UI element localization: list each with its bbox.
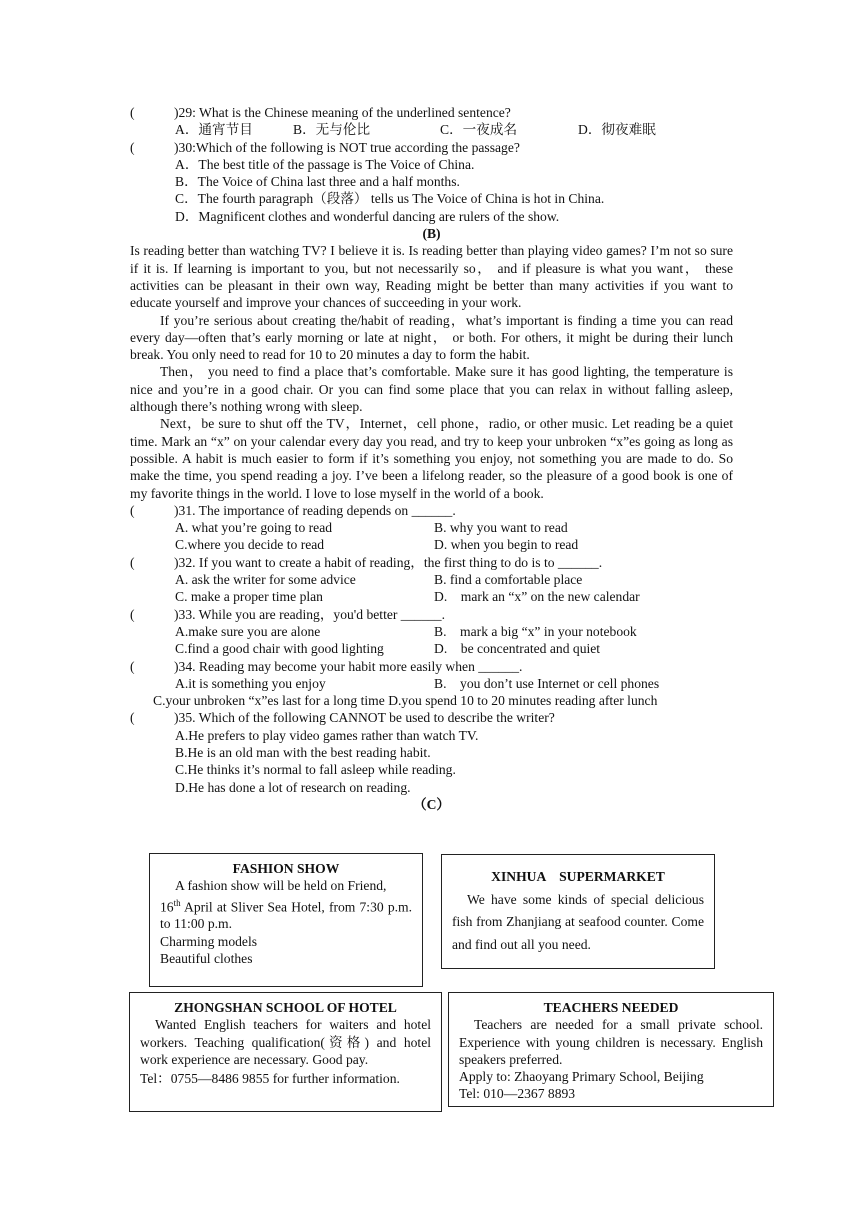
ad-date-line [160, 895, 412, 933]
section-c-heading: （C） [412, 796, 450, 812]
question-34-options-row-2: C.your unbroken “x”es last for a long time D.you spend 10 to 20 minutes reading after lunch [153, 693, 658, 709]
question-text: )32. If you want to create a habit of reading，the first thing to do is to ______. [174, 554, 603, 570]
answer-paren: ( [130, 502, 135, 518]
question-33 [130, 606, 733, 623]
option-a: A.He prefers to play video games rather than watch TV. [175, 727, 479, 743]
option-a: A. what you’re going to read [175, 520, 333, 536]
option-d: D. mark an “x” on the new calendar [434, 589, 640, 605]
answer-paren: ( [130, 105, 135, 120]
option-c: C.find a good chair with good lighting [175, 641, 384, 657]
section-b-heading: (B) [422, 226, 441, 242]
fashion-show-ad [149, 853, 423, 987]
ad-tel: Tel: 010—2367 8893 [459, 1086, 576, 1102]
option-b: B. mark a big “x” in your notebook [434, 623, 637, 639]
option-c: C．The fourth paragraph（段落） tells us The Voice of China is hot in China. [175, 191, 605, 207]
ad-date-suffix: th [173, 897, 181, 908]
ad-body: Wanted English teachers for waiters and hotel workers. Teaching qualification(资格) and hotel work experience are necessary. Good pay. [140, 1017, 431, 1067]
option-b: B. you don’t use Internet or cell phones [434, 675, 660, 691]
option-a: A.make sure you are alone [175, 623, 321, 639]
question-32-options-row-2 [130, 588, 733, 605]
ad-date-day: 16 [160, 899, 174, 915]
option-d: D.He has done a lot of research on reading. [175, 779, 411, 795]
question-33-options-row-1 [130, 623, 733, 640]
answer-paren: ( [130, 710, 135, 726]
passage-paragraph-1: Is reading better than watching TV? I believe it is. Is reading better than playing video games? I’m not so sure if it is. If learning is important to you, but not necessarily so， and if pleasure is what you want， these activities can be pleasant in their own way, Reading might be better than many activities if you want to educate yourself and improve your chances of succeeding in your work. [130, 243, 733, 311]
question-text: )34. Reading may become your habit more easily when ______. [174, 658, 523, 674]
option-c: C. make a proper time plan [175, 589, 323, 605]
ad-tel: Tel：0755—8486 9855 for further information. [140, 1071, 400, 1087]
question-text: )29: What is the Chinese meaning of the underlined sentence? [174, 105, 511, 120]
question-29-options [130, 121, 733, 138]
option-c: C．一夜成名 [440, 122, 518, 138]
ad-date-rest: April at Sliver Sea Hotel, from 7:30 p.m. to 11:00 p.m. [160, 899, 412, 932]
question-32 [130, 554, 733, 571]
option-c: C.where you decide to read [175, 537, 325, 553]
option-b: B. why you want to read [434, 520, 568, 536]
option-d: D. be concentrated and quiet [434, 641, 601, 657]
ad-title: TEACHERS NEEDED [543, 1000, 679, 1015]
passage-paragraph-4: Next，be sure to shut off the TV，Internet，cell phone，radio, or other music. Let reading be a quiet time. Mark an “x” on your calendar every day you read, and try to keep your unbroken “x”es going as long as possible. A habit is much easier to form if it’s something you enjoy, not something you are made to do. So make the time, you spend reading a joy. I’ve been a lifelong reader, so the pleasure of a good book is one of my favorite things in the world. I love to lose myself in the world of a book. [130, 416, 733, 501]
answer-paren: ( [130, 554, 135, 570]
question-text: )30:Which of the following is NOT true according the passage? [174, 139, 520, 155]
question-text: )33. While you are reading，you'd better ______. [174, 606, 445, 622]
option-d: D. when you begin to read [434, 537, 579, 553]
option-b: B．无与伦比 [293, 122, 371, 138]
question-30 [130, 139, 733, 156]
option-d: D．彻夜难眠 [578, 122, 656, 138]
teachers-needed-ad [448, 992, 774, 1107]
question-text: )35. Which of the following CANNOT be used to describe the writer? [174, 710, 555, 726]
ad-line: A fashion show will be held on Friend, [175, 878, 387, 894]
ad-body: We have some kinds of special delicious fish from Zhanjiang at seafood counter. Come and find out all you need. [452, 891, 704, 952]
passage-paragraph-3: Then， you need to find a place that’s comfortable. Make sure it has good lighting, the temperature is nice and you’re in a good chair. Or you can find some place that you can relax in without falling asleep, although there’s nothing wrong with sleep. [130, 364, 733, 415]
question-31-options-row-2 [130, 536, 733, 553]
question-31 [130, 502, 733, 519]
zhongshan-school-ad [129, 992, 442, 1112]
option-a: A．通宵节目 [175, 122, 253, 138]
xinhua-supermarket-ad [441, 854, 715, 969]
option-b: B.He is an old man with the best reading habit. [175, 744, 431, 760]
question-33-options-row-2 [130, 640, 733, 657]
answer-paren: ( [130, 139, 135, 155]
question-34 [130, 658, 733, 675]
question-34-options-row-1 [130, 675, 733, 692]
option-b: B. find a comfortable place [434, 572, 583, 588]
question-text: )31. The importance of reading depends on ______. [174, 502, 456, 518]
option-b: B．The Voice of China last three and a half months. [175, 174, 460, 190]
option-a: A.it is something you enjoy [175, 675, 326, 691]
ad-apply: Apply to: Zhaoyang Primary School, Beijing [459, 1069, 704, 1085]
question-29 [130, 104, 733, 121]
ad-body: Teachers are needed for a small private school. Experience with young children is necessary. English speakers preferred. [459, 1017, 763, 1067]
option-a: A. ask the writer for some advice [175, 572, 356, 588]
passage-paragraph-2: If you’re serious about creating the/habit of reading，what’s important is finding a time you can read every day—often that’s early morning or late at night， or both. For others, it might be during their lunch break. You only need to read for 10 to 20 minutes a day to form the habit. [130, 312, 733, 363]
ad-title: FASHION SHOW [232, 861, 340, 876]
option-a: A．The best title of the passage is The Voice of China. [175, 156, 475, 172]
answer-paren: ( [130, 606, 135, 622]
answer-paren: ( [130, 658, 135, 674]
question-32-options-row-1 [130, 571, 733, 588]
ad-line: Charming models [160, 933, 258, 949]
option-d: D．Magnificent clothes and wonderful dancing are rulers of the show. [175, 208, 560, 224]
ad-title: XINHUA SUPERMARKET [491, 869, 665, 884]
option-c: C.He thinks it’s normal to fall asleep while reading. [175, 762, 456, 778]
question-35 [130, 709, 733, 726]
ad-title: ZHONGSHAN SCHOOL OF HOTEL [174, 1000, 397, 1015]
ad-line: Beautiful clothes [160, 951, 253, 967]
question-31-options-row-1 [130, 519, 733, 536]
exam-page [130, 104, 733, 813]
